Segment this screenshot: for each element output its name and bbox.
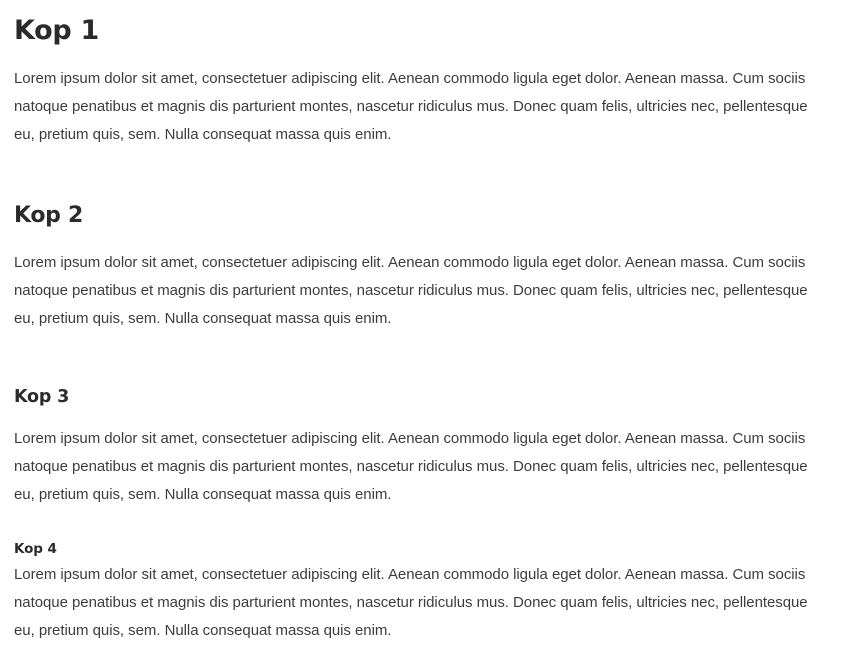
paragraph-4: Lorem ipsum dolor sit amet, consectetuer adipiscing elit. Aenean commodo ligula eget dolor. Aenean massa. Cum sociis natoque penatibus et magnis dis parturient montes, nascetur ridiculus mus. Donec quam felis, ultricies nec, pellentesque eu, pretium quis, sem. Nulla consequat massa quis enim. xyxy=(14,566,808,639)
paragraph-2: Lorem ipsum dolor sit amet, consectetuer adipiscing elit. Aenean commodo ligula eget dolor. Aenean massa. Cum sociis natoque penatibus et magnis dis parturient montes, nascetur ridiculus mus. Donec quam felis, ultricies nec, pellentesque eu, pretium quis, sem. Nulla consequat massa quis enim. xyxy=(14,254,808,327)
paragraph-3: Lorem ipsum dolor sit amet, consectetuer adipiscing elit. Aenean commodo ligula eget dolor. Aenean massa. Cum sociis natoque penatibus et magnis dis parturient montes, nascetur ridiculus mus. Donec quam felis, ultricies nec, pellentesque eu, pretium quis, sem. Nulla consequat massa quis enim. xyxy=(14,430,808,503)
heading-2: Kop 2 xyxy=(14,203,83,228)
paragraph-1: Lorem ipsum dolor sit amet, consectetuer adipiscing elit. Aenean commodo ligula eget dolor. Aenean massa. Cum sociis natoque penatibus et magnis dis parturient montes, nascetur ridiculus mus. Donec quam felis, ultricies nec, pellentesque eu, pretium quis, sem. Nulla consequat massa quis enim. xyxy=(14,70,808,143)
heading-3: Kop 3 xyxy=(14,387,70,407)
heading-1: Kop 1 xyxy=(14,15,100,46)
heading-4: Kop 4 xyxy=(14,541,57,557)
